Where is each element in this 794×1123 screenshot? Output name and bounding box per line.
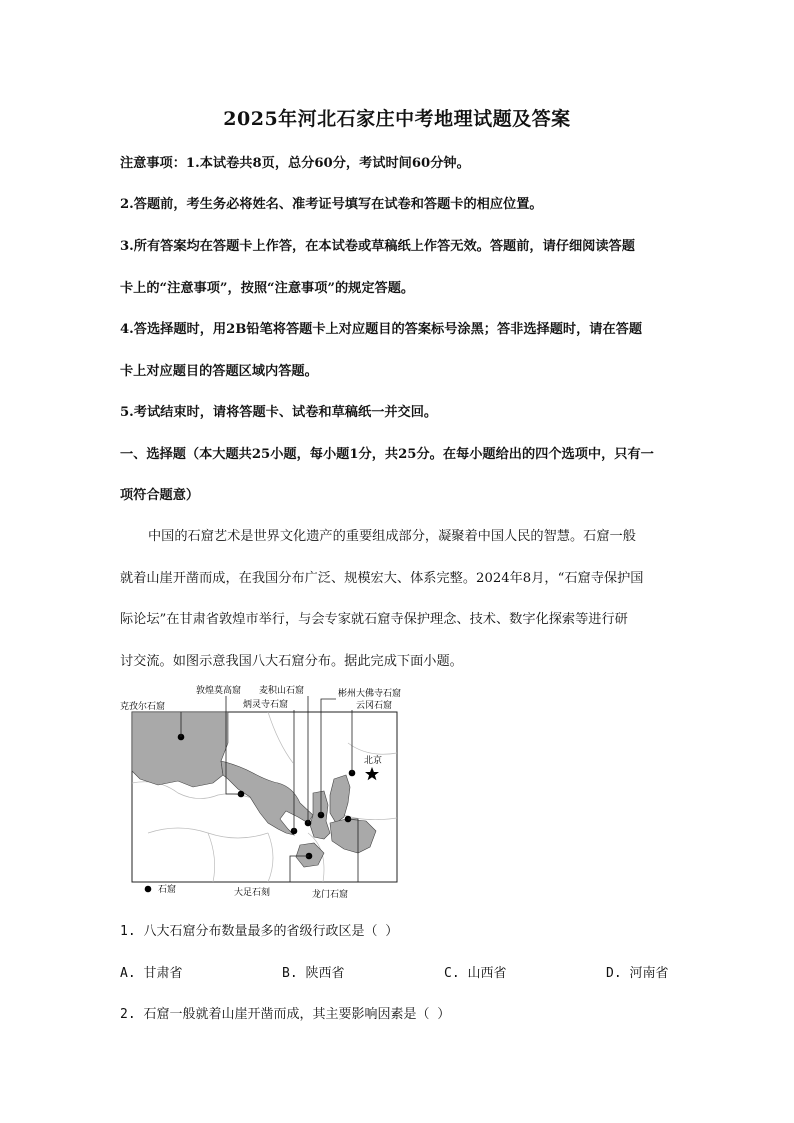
- passage-line-2: 就着山崖开凿而成，在我国分布广泛、规模宏大、体系完整。2024年8月，“石窟寺保护国: [120, 571, 644, 586]
- grottoes-map: [118, 683, 408, 903]
- note-line-4: 卡上的“注意事项”，按照“注意事项”的规定答题。: [120, 281, 415, 296]
- label-kizil: 克孜尔石窟: [120, 702, 166, 712]
- label-mogao: 敦煌莫高窟: [196, 686, 242, 696]
- legend-label: 石窟: [158, 885, 177, 895]
- section-heading: 一、选择题（本大题共25小题，每小题1分，共25分。在每小题给出的四个选项中，只有一: [120, 447, 654, 462]
- label-binzhou: 彬州大佛寺石窟: [338, 689, 402, 699]
- q1-option-c: C. 山西省: [444, 966, 507, 981]
- passage-line-3: 际论坛”在甘肃省敦煌市举行，与会专家就石窟寺保护理念、技术、数字化探索等进行研: [120, 612, 628, 627]
- label-longmen: 龙门石窟: [312, 890, 349, 900]
- passage-line-4: 讨交流。如图示意我国八大石窟分布。据此完成下面小题。: [120, 654, 463, 669]
- note-line-6: 卡上对应题目的答题区域内答题。: [120, 364, 318, 379]
- passage-line-1: 中国的石窟艺术是世界文化遗产的重要组成部分，凝聚着中国人民的智慧。石窟一般: [148, 529, 636, 544]
- section-heading-cont: 项符合题意）: [120, 488, 200, 503]
- note-line-7: 5.考试结束时，请将答题卡、试卷和草稿纸一并交回。: [120, 405, 438, 420]
- note-line-3: 3.所有答案均在答题卡上作答，在本试卷或草稿纸上作答无效。答题前，请仔细阅读答题: [120, 239, 635, 254]
- q1-option-d: D. 河南省: [606, 966, 669, 981]
- label-yungang: 云冈石窟: [356, 701, 393, 711]
- shaded-provinces: [132, 712, 376, 867]
- beijing-star-icon: [365, 767, 379, 780]
- label-beijing: 北京: [364, 756, 383, 766]
- label-bingling: 炳灵寺石窟: [243, 700, 289, 710]
- note-line-1: 注意事项：1.本试卷共8页，总分60分，考试时间60分钟。: [120, 156, 470, 171]
- question-1-stem: 1. 八大石窟分布数量最多的省级行政区是（ ）: [120, 924, 399, 939]
- q1-option-b: B. 陕西省: [282, 966, 345, 981]
- note-line-2: 2.答题前，考生务必将姓名、准考证号填写在试卷和答题卡的相应位置。: [120, 197, 543, 212]
- q1-option-a: A. 甘肃省: [120, 966, 183, 981]
- note-line-5: 4.答选择题时，用2B铅笔将答题卡上对应题目的答案标号涂黑；答非选择题时，请在答题: [120, 322, 643, 337]
- question-2-stem: 2. 石窟一般就着山崖开凿而成，其主要影响因素是（ ）: [120, 1007, 451, 1022]
- page-title: 2025年河北石家庄中考地理试题及答案: [223, 108, 571, 130]
- label-dazu: 大足石刻: [234, 888, 271, 898]
- legend-dot-icon: [145, 886, 152, 893]
- label-maijishan: 麦积山石窟: [259, 686, 305, 696]
